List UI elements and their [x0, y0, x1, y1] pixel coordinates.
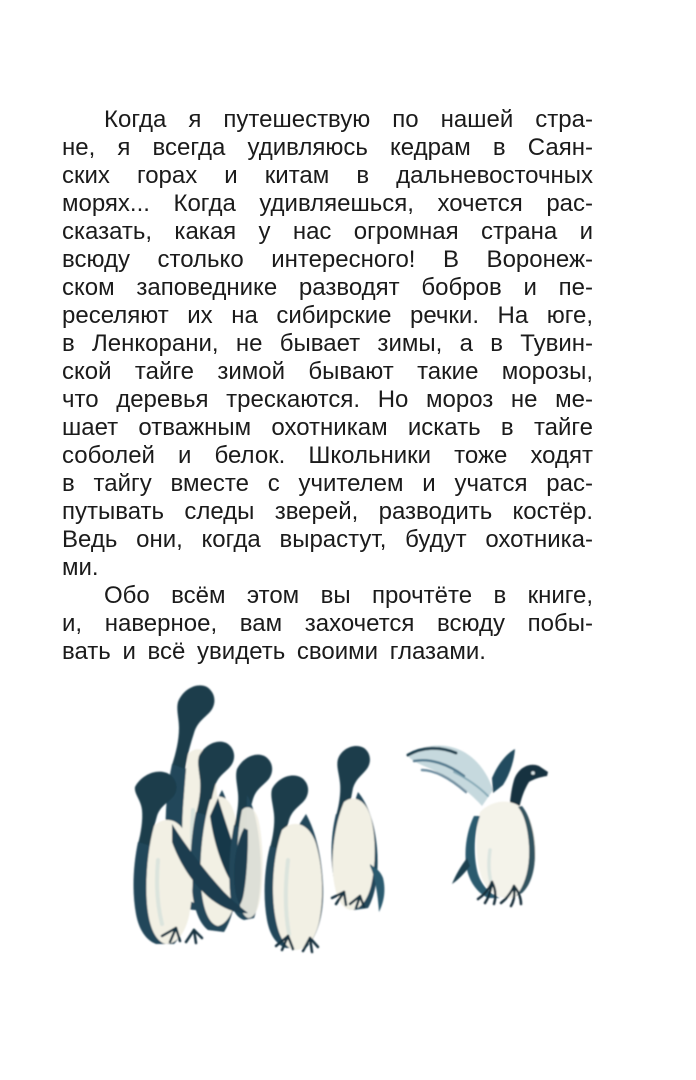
text-line: в тайгу вместе с учителем и учатся рас- [62, 470, 593, 497]
standing-guillemot-4 [265, 775, 324, 952]
bird-eye [531, 771, 535, 775]
text-line: в Ленкорани, не бывает зимы, а в Тувин- [62, 330, 593, 357]
text-line: Ведь они, когда вырастут, будут охотника- [62, 526, 593, 553]
text-line: что деревья трескаются. Но мороз не ме- [62, 386, 593, 413]
text-line: ских горах и китам в дальневосточных [62, 162, 593, 189]
text-line: путывать следы зверей, разводить костёр. [62, 498, 593, 525]
text-line: ми. [62, 554, 99, 581]
text-line: всюду столько интересного! В Воронеж- [62, 246, 593, 273]
text-line: не, я всегда удивляюсь кедрам в Саян- [62, 134, 593, 161]
text-line: морях... Когда удивляешься, хочется рас- [62, 190, 593, 217]
story-text [62, 106, 593, 666]
text-line: вать и всё увидеть своими глазами. [62, 638, 486, 665]
text-line: ском заповеднике разводят бобров и пе- [62, 274, 593, 301]
text-line: соболей и белок. Школьники тоже ходят [62, 442, 593, 469]
flying-guillemot [408, 746, 548, 906]
text-line: Когда я путешествую по нашей стра- [104, 106, 593, 133]
text-line: шает отважным охотникам искать в тайге [62, 414, 593, 441]
seabirds-illustration [130, 660, 590, 960]
standing-guillemot-5 [332, 746, 385, 912]
seabirds-illustration-svg [130, 660, 590, 960]
text-line: и, наверное, вам захочется всюду побы- [62, 610, 593, 637]
text-line: реселяют их на сибирские речки. На юге, [62, 302, 593, 329]
text-line: сказать, какая у нас огромная страна и [62, 218, 593, 245]
text-line: Обо всём этом вы прочтёте в книге, [104, 582, 593, 609]
text-line: ской тайге зимой бывают такие морозы, [62, 358, 593, 385]
